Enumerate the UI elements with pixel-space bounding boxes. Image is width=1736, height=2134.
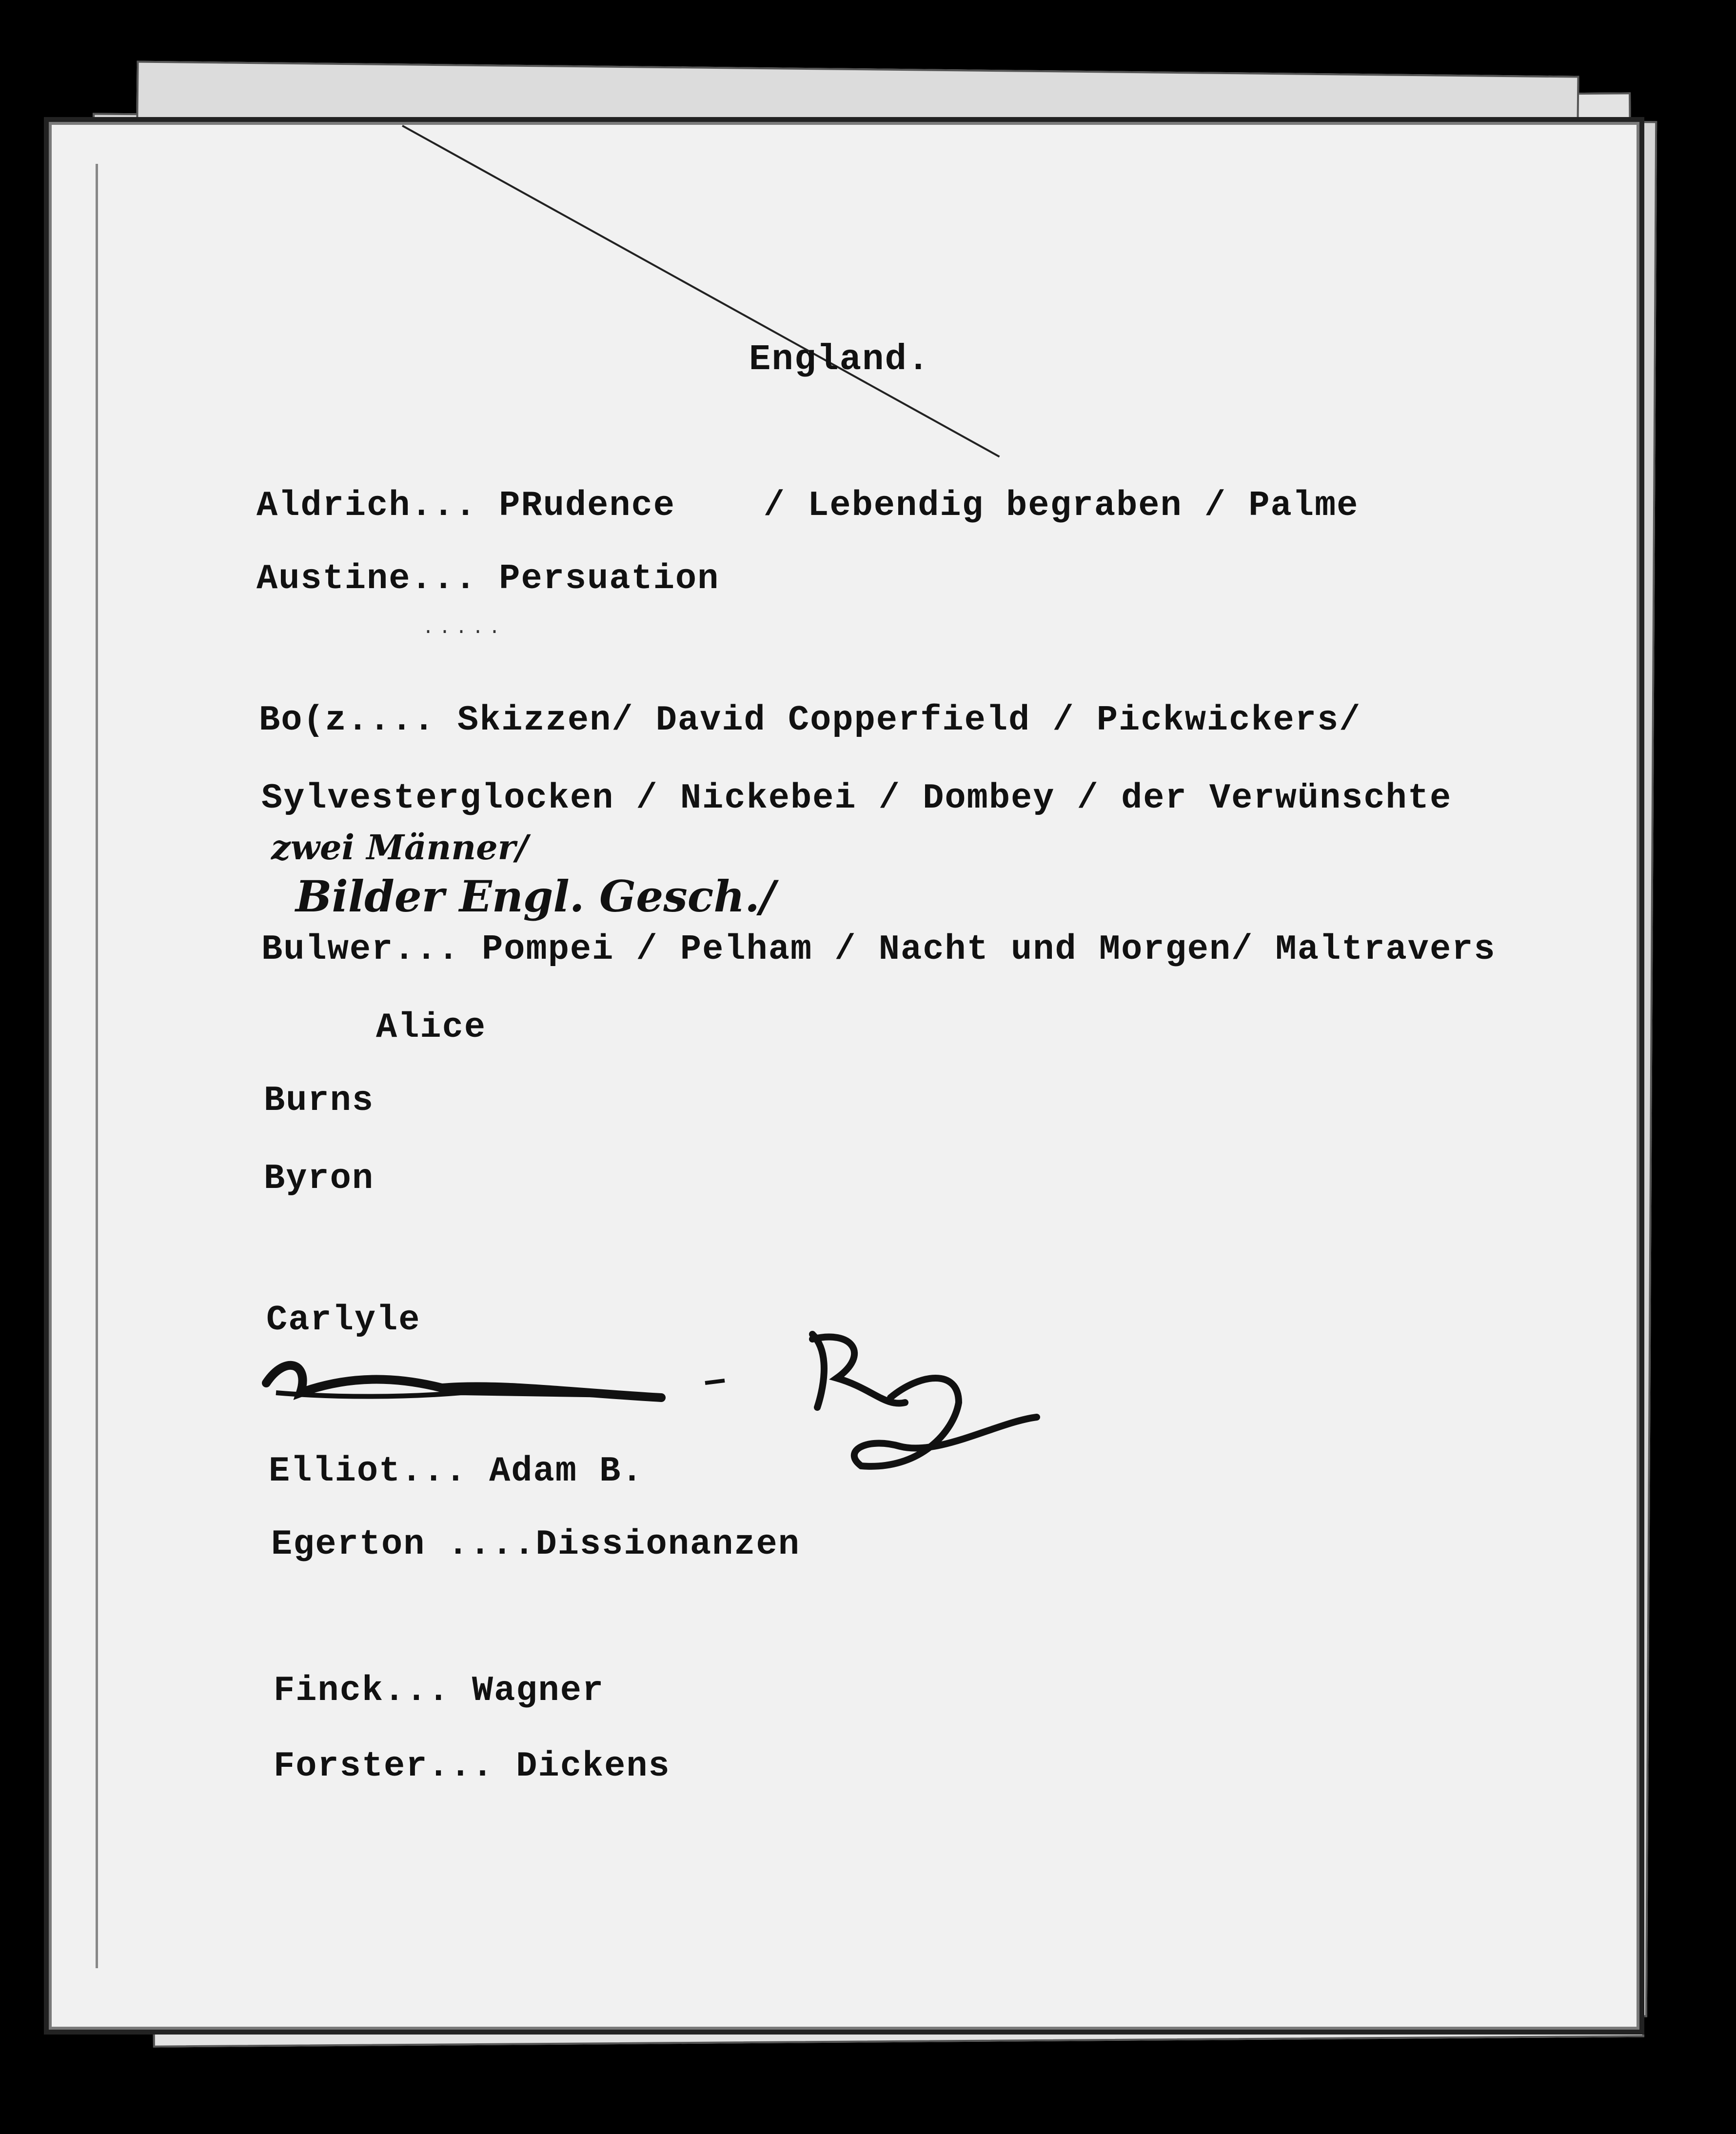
entry-forster: Forster... Dickens bbox=[274, 1746, 671, 1786]
entry-carlyle: Carlyle bbox=[266, 1300, 421, 1340]
entry-byron: Byron bbox=[264, 1159, 375, 1199]
page-title: England. bbox=[749, 339, 930, 380]
entry-finck: Finck... Wagner bbox=[274, 1671, 605, 1711]
entry-egerton: Egerton ....Dissionanzen bbox=[271, 1524, 800, 1564]
entry-bulwer: Bulwer... Pompei / Pelham / Nacht und Morgen/ Maltravers bbox=[261, 929, 1496, 969]
page-edge bbox=[96, 164, 98, 1968]
entry-austine: Austine... Persuation bbox=[256, 559, 720, 599]
entry-alice: Alice bbox=[376, 1008, 487, 1047]
entry-elliot: Elliot... Adam B. bbox=[269, 1451, 644, 1491]
dots-mark: ..... bbox=[422, 617, 506, 639]
entry-boz: Bo(z.... Skizzen/ David Copperfield / Pickwickers/ bbox=[259, 700, 1361, 740]
document-page bbox=[49, 122, 1639, 2030]
entry-aldrich: Aldrich... PRudence / Lebendig begraben / Palme bbox=[256, 486, 1359, 526]
fold-crease bbox=[402, 125, 1000, 457]
entry-boz-continued: Sylvesterglocken / Nickebei / Dombey / der Verwünschte bbox=[261, 778, 1452, 818]
entry-burns: Burns bbox=[264, 1081, 375, 1121]
handwritten-note-1: zwei Männer/ bbox=[271, 827, 529, 868]
handwritten-note-2: Bilder Engl. Gesch./ bbox=[296, 871, 776, 922]
